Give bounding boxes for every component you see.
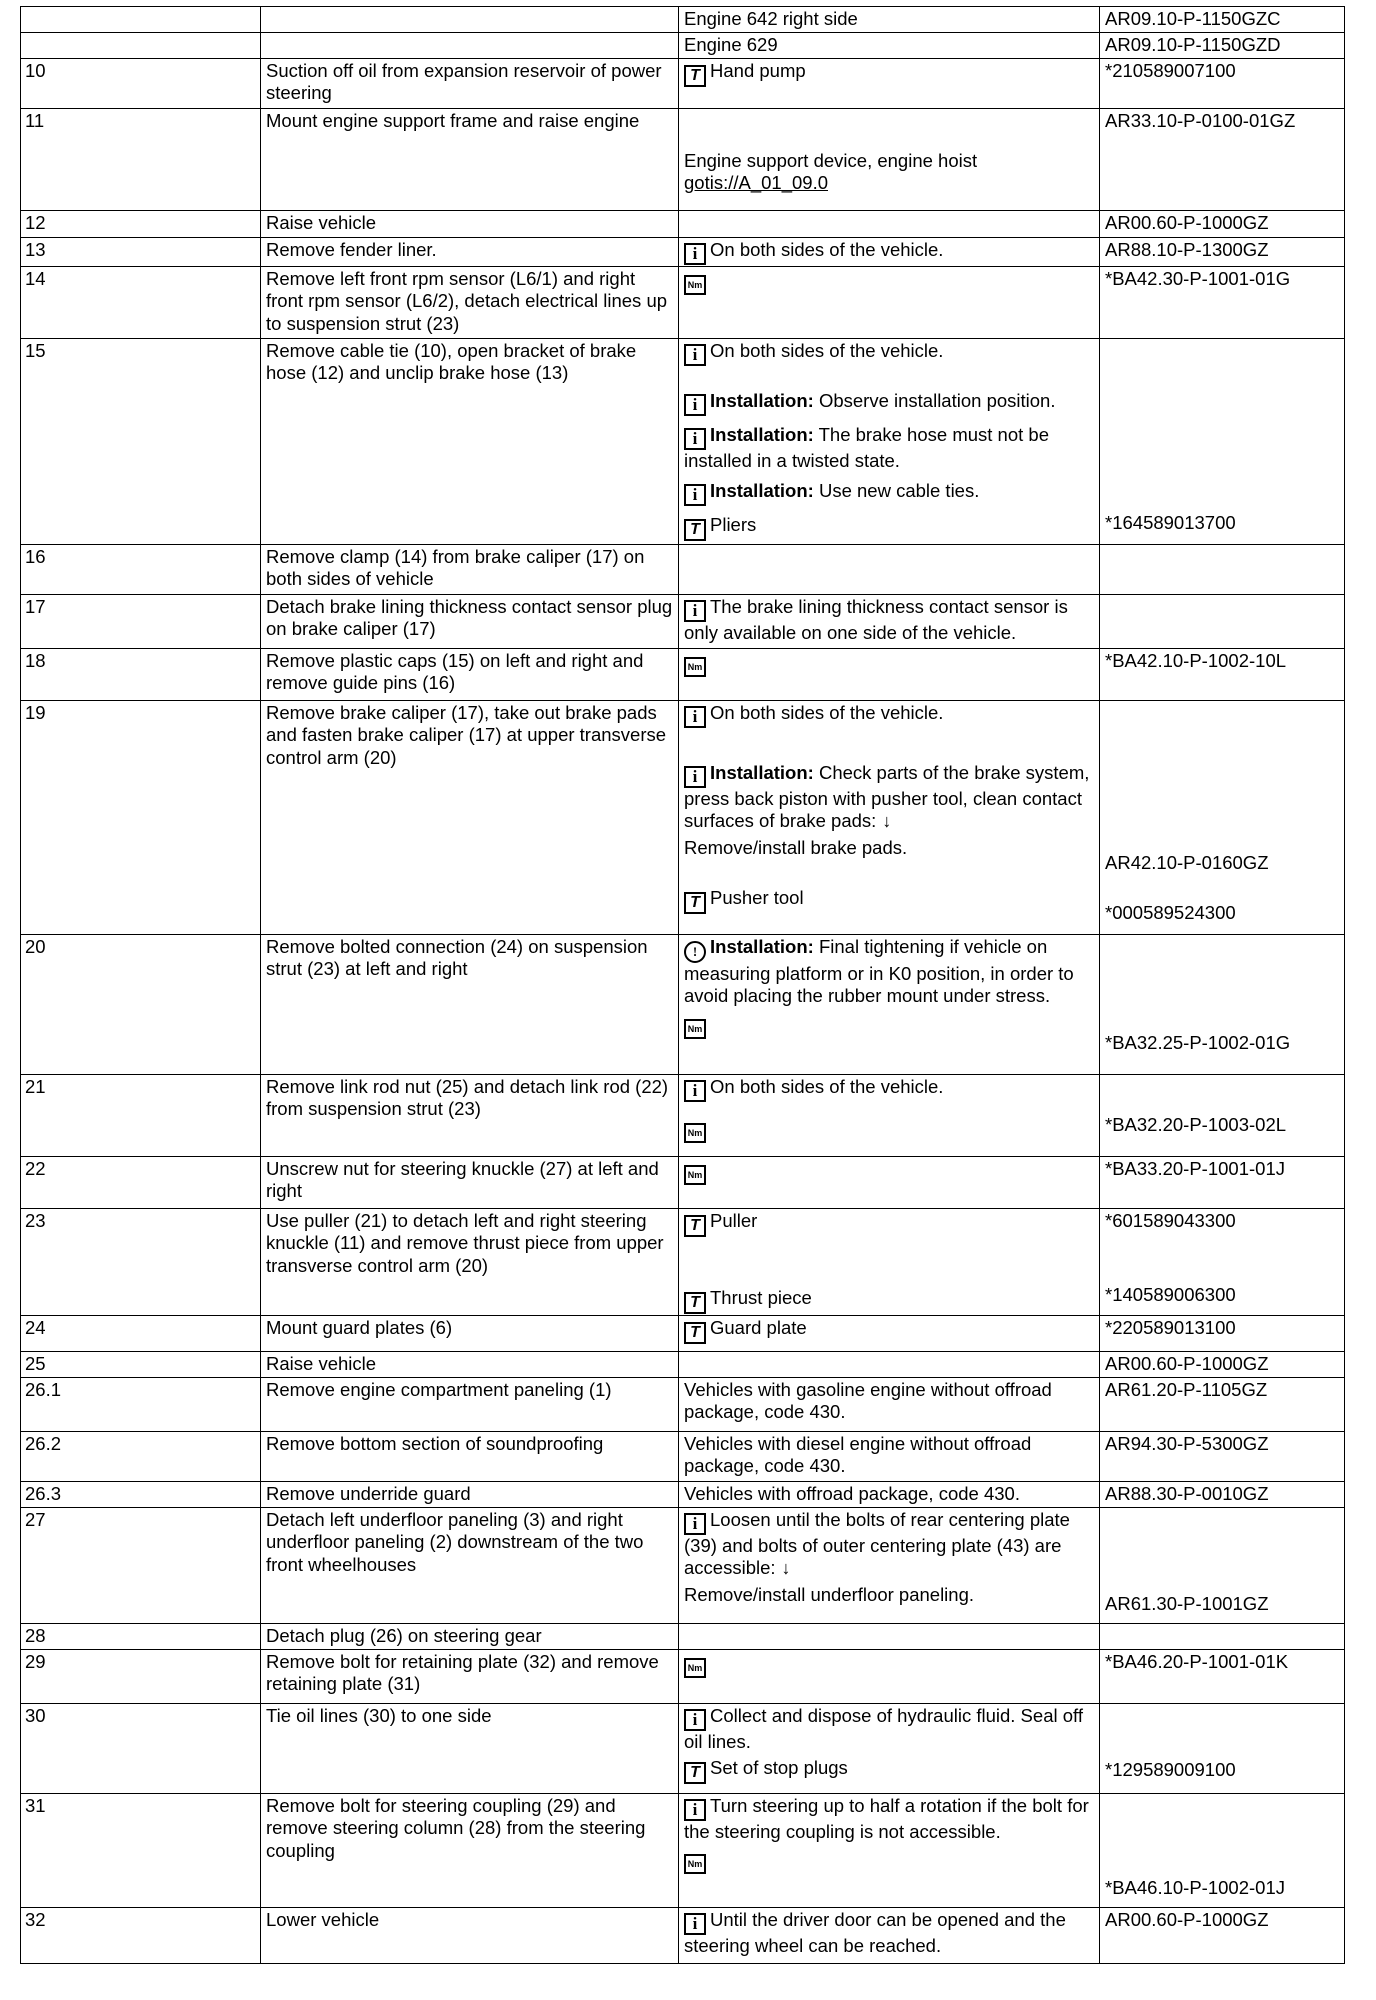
- tool-name: Pusher tool: [710, 887, 804, 908]
- step-number: 28: [21, 1623, 261, 1649]
- special-tool-icon[interactable]: T: [684, 1215, 706, 1237]
- installation-note: Check parts of the brake system, press back piston with pusher tool, clean contact surfaces of brake pads:: [684, 761, 1090, 831]
- torque-nm-icon[interactable]: Nm: [684, 1019, 706, 1039]
- step-number: 23: [21, 1208, 261, 1315]
- special-tool-icon[interactable]: T: [684, 1292, 706, 1314]
- installation-note: Use new cable ties.: [818, 480, 980, 501]
- step-action: Remove cable tie (10), open bracket of brake hose (12) and unclip brake hose (13): [261, 338, 679, 544]
- step-action: Remove engine compartment paneling (1): [261, 1377, 679, 1431]
- tool-name: Pliers: [710, 514, 757, 535]
- torque-nm-icon[interactable]: Nm: [684, 1165, 706, 1185]
- step-number: [21, 7, 261, 33]
- step-action: Remove left front rpm sensor (L6/1) and right front rpm sensor (L6/2), detach electrical lines up to suspension strut (23): [261, 266, 679, 338]
- step-number: 26.3: [21, 1481, 261, 1507]
- step-note: Engine support device, engine hoist: [684, 149, 978, 171]
- reference-link[interactable]: *140589006300: [1105, 1284, 1236, 1305]
- info-icon[interactable]: i: [684, 600, 706, 622]
- info-icon[interactable]: i: [684, 394, 706, 416]
- reference-link[interactable]: AR94.30-P-5300GZ: [1100, 1431, 1345, 1481]
- torque-nm-icon[interactable]: Nm: [684, 275, 706, 295]
- step-number: 18: [21, 648, 261, 700]
- reference-link[interactable]: *220589013100: [1100, 1315, 1345, 1351]
- step-number: 17: [21, 594, 261, 648]
- tool-name: Set of stop plugs: [710, 1757, 848, 1778]
- info-note: Collect and dispose of hydraulic fluid. Seal off oil lines.: [684, 1704, 1083, 1752]
- step-action: Unscrew nut for steering knuckle (27) at left and right: [261, 1156, 679, 1208]
- installation-label: Installation:: [710, 761, 814, 783]
- step-action: Detach left underfloor paneling (3) and right underfloor paneling (2) downstream of the two front wheelhouses: [261, 1507, 679, 1623]
- reference-link[interactable]: *BA46.10-P-1002-01J: [1105, 1876, 1285, 1898]
- info-note: On both sides of the vehicle.: [710, 1075, 944, 1097]
- info-note: The brake lining thickness contact sensor is only available on one side of the vehicle.: [684, 595, 1068, 643]
- step-number: 24: [21, 1315, 261, 1351]
- torque-nm-icon[interactable]: Nm: [684, 1658, 706, 1678]
- step-note: Vehicles with diesel engine without offroad package, code 430.: [679, 1431, 1100, 1481]
- step-action: Raise vehicle: [261, 210, 679, 237]
- step-action: Raise vehicle: [261, 1351, 679, 1377]
- tool-name: Puller: [710, 1209, 758, 1231]
- torque-nm-icon[interactable]: Nm: [684, 1854, 706, 1874]
- table-row: [21, 1507, 1345, 1623]
- table-row: [21, 1208, 1345, 1315]
- step-number: 27: [21, 1507, 261, 1623]
- reference-link[interactable]: AR00.60-P-1000GZ: [1100, 210, 1345, 237]
- table-row: [21, 1623, 1345, 1649]
- table-row: [21, 934, 1345, 1074]
- installation-label: Installation:: [710, 389, 814, 411]
- table-row: [21, 32, 1345, 58]
- step-action: Remove fender liner.: [261, 237, 679, 266]
- info-icon[interactable]: i: [684, 766, 706, 788]
- step-number: 30: [21, 1703, 261, 1793]
- reference-link[interactable]: *601589043300: [1105, 1209, 1236, 1231]
- procedure-table: [20, 6, 1345, 1964]
- step-number: 25: [21, 1351, 261, 1377]
- special-tool-icon[interactable]: T: [684, 892, 706, 914]
- installation-note: Final tightening if vehicle on measuring platform or in K0 position, in order to avoid placing the rubber mount under stress.: [684, 935, 1074, 1006]
- step-number: 31: [21, 1793, 261, 1907]
- table-row: [21, 237, 1345, 266]
- table-row: [21, 1907, 1345, 1963]
- arrow-down-icon[interactable]: ↓: [781, 1558, 791, 1578]
- reference-link[interactable]: *BA33.20-P-1001-01J: [1100, 1156, 1345, 1208]
- table-row: [21, 594, 1345, 648]
- reference-link[interactable]: AR42.10-P-0160GZ: [1105, 851, 1269, 873]
- table-row: [21, 108, 1345, 210]
- reference-link[interactable]: *BA46.20-P-1001-01K: [1100, 1649, 1345, 1703]
- step-note: Engine 642 right side: [679, 7, 1100, 33]
- info-icon[interactable]: i: [684, 1913, 706, 1935]
- step-number: [21, 32, 261, 58]
- reference-link[interactable]: *BA32.25-P-1002-01G: [1105, 1031, 1291, 1053]
- reference-link[interactable]: AR61.30-P-1001GZ: [1105, 1592, 1269, 1614]
- info-icon[interactable]: i: [684, 428, 706, 450]
- reference-link[interactable]: *BA32.20-P-1003-02L: [1105, 1113, 1287, 1135]
- step-note: Vehicles with offroad package, code 430.: [679, 1481, 1100, 1507]
- reference-link[interactable]: *BA42.30-P-1001-01G: [1100, 266, 1345, 338]
- info-note: On both sides of the vehicle.: [710, 238, 944, 260]
- reference-link[interactable]: AR88.10-P-1300GZ: [1100, 237, 1345, 266]
- info-icon[interactable]: i: [684, 344, 706, 366]
- step-number: 16: [21, 544, 261, 594]
- installation-label: Installation:: [710, 423, 814, 445]
- step-action: Remove link rod nut (25) and detach link rod (22) from suspension strut (23): [261, 1074, 679, 1156]
- step-action: Remove underride guard: [261, 1481, 679, 1507]
- info-note: On both sides of the vehicle.: [710, 339, 944, 361]
- tool-name: Guard plate: [710, 1316, 807, 1338]
- table-row: [21, 1481, 1345, 1507]
- table-row: [21, 648, 1345, 700]
- step-action: Mount guard plates (6): [261, 1315, 679, 1351]
- table-row: [21, 266, 1345, 338]
- table-row: [21, 1156, 1345, 1208]
- step-number: 15: [21, 338, 261, 544]
- reference-link[interactable]: *164589013700: [1105, 511, 1236, 533]
- table-row: [21, 210, 1345, 237]
- installation-label: Installation:: [710, 480, 814, 501]
- step-action: Lower vehicle: [261, 1907, 679, 1963]
- table-row: [21, 544, 1345, 594]
- table-row: [21, 700, 1345, 934]
- reference-link[interactable]: AR88.30-P-0010GZ: [1100, 1481, 1345, 1507]
- tool-name: Thrust piece: [710, 1286, 812, 1308]
- reference-link[interactable]: AR09.10-P-1150GZD: [1100, 32, 1345, 58]
- table-row: [21, 1703, 1345, 1793]
- table-row: [21, 338, 1345, 544]
- installation-note: The brake hose must not be installed in a twisted state.: [684, 423, 1049, 471]
- special-tool-icon[interactable]: T: [684, 1322, 706, 1344]
- installation-note: Observe installation position.: [818, 389, 1056, 411]
- step-number: 11: [21, 108, 261, 210]
- step-number: 22: [21, 1156, 261, 1208]
- step-number: 29: [21, 1649, 261, 1703]
- step-action: Detach plug (26) on steering gear: [261, 1623, 679, 1649]
- reference-link[interactable]: *210589007100: [1100, 58, 1345, 108]
- info-icon[interactable]: i: [684, 1513, 706, 1535]
- step-number: 26.1: [21, 1377, 261, 1431]
- step-action: Mount engine support frame and raise engine: [261, 108, 679, 210]
- step-action: Remove bolt for steering coupling (29) and remove steering column (28) from the steering coupling: [261, 1793, 679, 1907]
- info-icon[interactable]: i: [684, 706, 706, 728]
- step-action: Remove brake caliper (17), take out brake pads and fasten brake caliper (17) at upper transverse control arm (20): [261, 700, 679, 934]
- step-action: Remove bolted connection (24) on suspension strut (23) at left and right: [261, 934, 679, 1074]
- table-row: [21, 1315, 1345, 1351]
- info-note: Loosen until the bolts of rear centering plate (39) and bolts of outer centering plate (43) are accessible:: [684, 1508, 1070, 1578]
- info-note: Turn steering up to half a rotation if the bolt for the steering coupling is not accessible.: [684, 1794, 1089, 1842]
- table-row: [21, 58, 1345, 108]
- reference-link[interactable]: AR00.60-P-1000GZ: [1100, 1351, 1345, 1377]
- step-number: 10: [21, 58, 261, 108]
- table-row: [21, 1074, 1345, 1156]
- special-tool-icon[interactable]: T: [684, 519, 706, 541]
- step-number: 13: [21, 237, 261, 266]
- document-link[interactable]: gotis://A_01_09.0: [684, 172, 828, 193]
- step-note: Engine 629: [679, 32, 1100, 58]
- step-action: Detach brake lining thickness contact sensor plug on brake caliper (17): [261, 594, 679, 648]
- table-row: [21, 1431, 1345, 1481]
- step-action: Tie oil lines (30) to one side: [261, 1703, 679, 1793]
- step-number: 14: [21, 266, 261, 338]
- info-note: Until the driver door can be opened and the steering wheel can be reached.: [684, 1908, 1066, 1956]
- step-action: [261, 7, 679, 33]
- step-action: Use puller (21) to detach left and right steering knuckle (11) and remove thrust piece from upper transverse control arm (20): [261, 1208, 679, 1315]
- sub-procedure: Remove/install underfloor paneling.: [684, 1583, 975, 1605]
- table-row: [21, 1377, 1345, 1431]
- step-number: 32: [21, 1907, 261, 1963]
- reference-link[interactable]: AR00.60-P-1000GZ: [1100, 1907, 1345, 1963]
- step-action: Remove bottom section of soundproofing: [261, 1431, 679, 1481]
- table-row: [21, 1793, 1345, 1907]
- step-action: [261, 32, 679, 58]
- reference-link[interactable]: *BA42.10-P-1002-10L: [1100, 648, 1345, 700]
- step-action: Suction off oil from expansion reservoir of power steering: [261, 58, 679, 108]
- special-tool-icon[interactable]: T: [684, 65, 706, 87]
- table-row: [21, 7, 1345, 33]
- reference-link[interactable]: AR09.10-P-1150GZC: [1100, 7, 1345, 33]
- info-icon[interactable]: i: [684, 1799, 706, 1821]
- reference-link[interactable]: AR33.10-P-0100-01GZ: [1100, 108, 1345, 210]
- reference-link[interactable]: AR61.20-P-1105GZ: [1100, 1377, 1345, 1431]
- info-icon[interactable]: i: [684, 484, 706, 506]
- info-note: On both sides of the vehicle.: [710, 701, 944, 723]
- torque-nm-icon[interactable]: Nm: [684, 1123, 706, 1143]
- installation-warning-icon[interactable]: !: [684, 941, 706, 963]
- reference-link[interactable]: *000589524300: [1105, 902, 1236, 923]
- table-row: [21, 1351, 1345, 1377]
- info-icon[interactable]: i: [684, 243, 706, 265]
- sub-procedure: Remove/install brake pads.: [684, 836, 908, 858]
- info-icon[interactable]: i: [684, 1080, 706, 1102]
- step-number: 20: [21, 934, 261, 1074]
- tool-name: Hand pump: [710, 59, 806, 81]
- info-icon[interactable]: i: [684, 1709, 706, 1731]
- step-action: Remove bolt for retaining plate (32) and remove retaining plate (31): [261, 1649, 679, 1703]
- special-tool-icon[interactable]: T: [684, 1762, 706, 1784]
- table-row: [21, 1649, 1345, 1703]
- reference-link[interactable]: *129589009100: [1105, 1758, 1236, 1780]
- step-number: 19: [21, 700, 261, 934]
- step-number: 26.2: [21, 1431, 261, 1481]
- torque-nm-icon[interactable]: Nm: [684, 657, 706, 677]
- step-note: Vehicles with gasoline engine without offroad package, code 430.: [679, 1377, 1100, 1431]
- arrow-down-icon[interactable]: ↓: [882, 811, 892, 831]
- step-action: Remove plastic caps (15) on left and right and remove guide pins (16): [261, 648, 679, 700]
- step-number: 12: [21, 210, 261, 237]
- installation-label: Installation:: [710, 935, 814, 957]
- step-number: 21: [21, 1074, 261, 1156]
- step-action: Remove clamp (14) from brake caliper (17) on both sides of vehicle: [261, 544, 679, 594]
